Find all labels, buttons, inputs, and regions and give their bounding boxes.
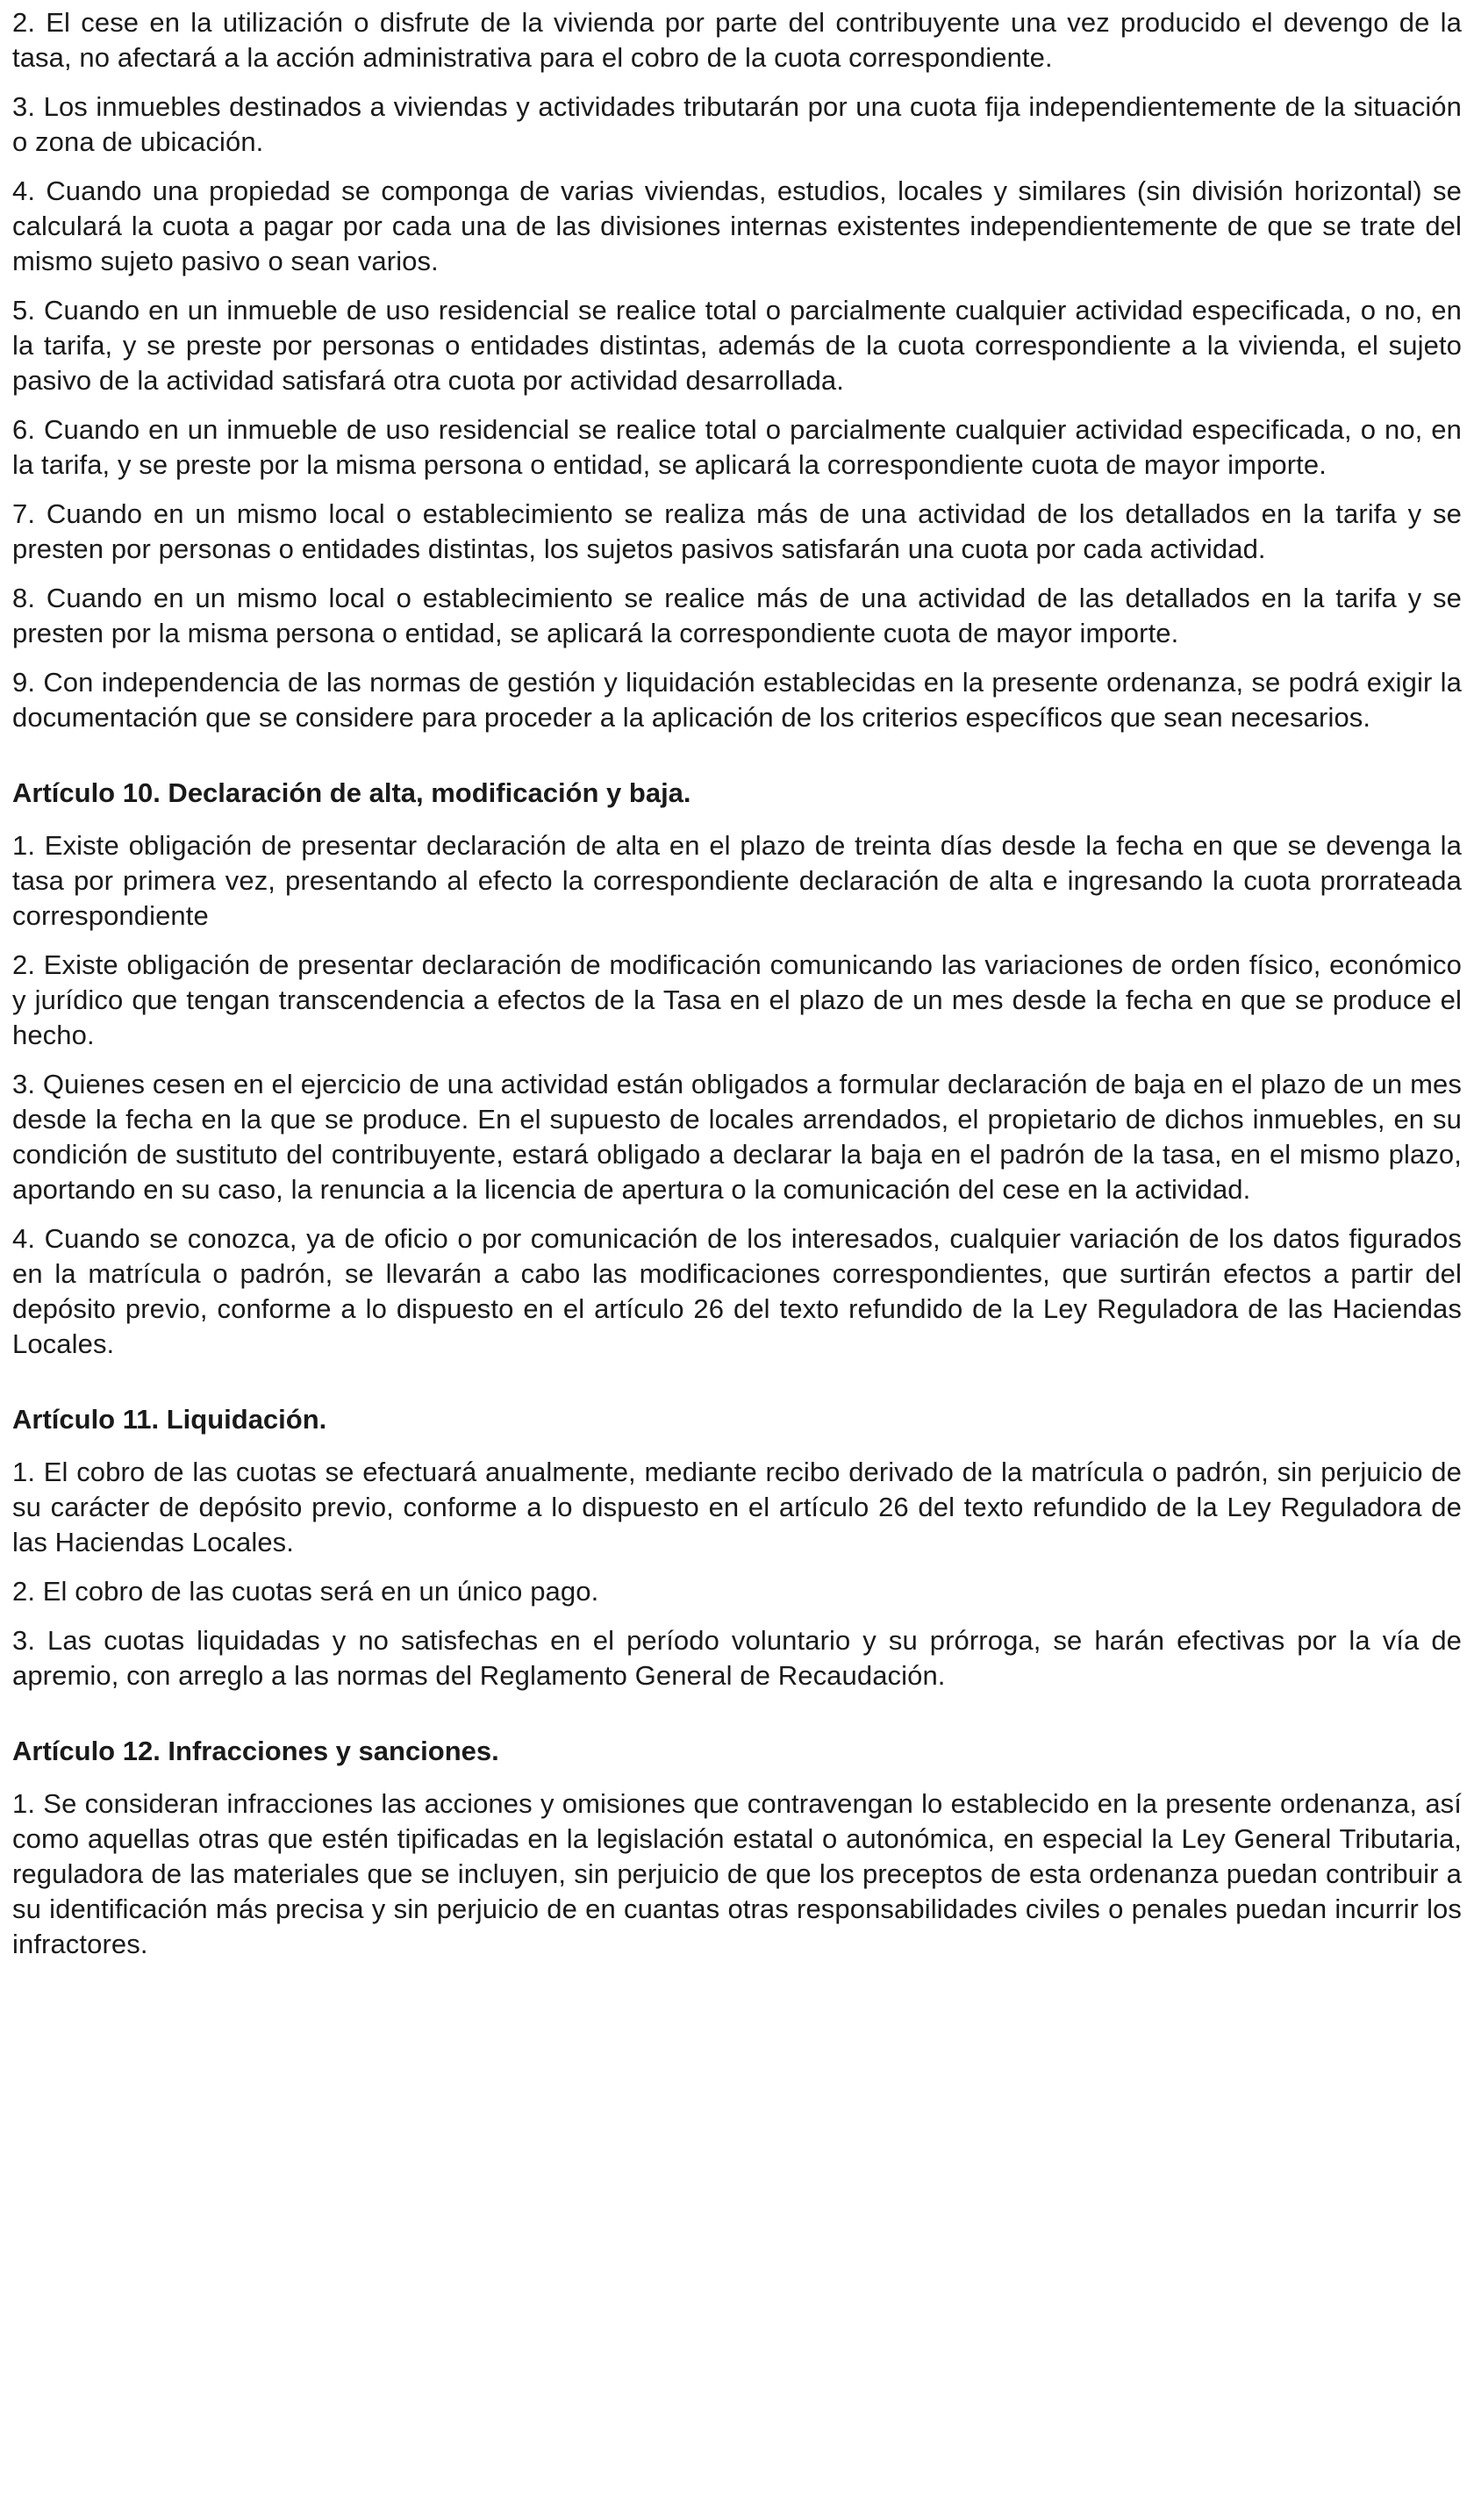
article-11-paragraph-3: 3. Las cuotas liquidadas y no satisfechas en el período voluntario y su prórroga, se harán efectivas por la vía de apremio, con arreglo a las normas del Reglamento General de Recaudación. bbox=[12, 1625, 1462, 1691]
article-12-paragraph-1: 1. Se consideran infracciones las acciones y omisiones que contravengan lo establecido en la presente ordenanza, así como aquellas otras que estén tipificadas en la legislación estatal o autonómica, en especial la Ley General Tributaria, reguladora de las materiales que se incluyen, sin perjuicio de que los preceptos de esta ordenanza puedan contribuir a su identificación más precisa y sin perjuicio de en cuantas otras responsabilidades civiles o penales puedan incurrir los infractores. bbox=[12, 1788, 1462, 1959]
intro-section bbox=[12, 5, 1462, 735]
article-10-paragraph-4: 4. Cuando se conozca, ya de oficio o por comunicación de los interesados, cualquier variación de los datos figurados en la matrícula o padrón, se llevarán a cabo las modificaciones correspondientes, que surtirán efectos a partir del depósito previo, conforme a lo dispuesto en el artículo 26 del texto refundido de la Ley Reguladora de las Haciendas Locales. bbox=[12, 1223, 1462, 1359]
paragraph-9: 9. Con independencia de las normas de gestión y liquidación establecidas en la presente ordenanza, se podrá exigir la documentación que se considere para proceder a la aplicación de los criterios específicos que sean necesarios. bbox=[12, 667, 1462, 733]
paragraph-6: 6. Cuando en un inmueble de uso residencial se realice total o parcialmente cualquier actividad especificada, o no, en la tarifa, y se preste por la misma persona o entidad, se aplicará la correspondiente cuota de mayor importe. bbox=[12, 414, 1462, 480]
article-10-section bbox=[12, 776, 1462, 1362]
paragraph-5: 5. Cuando en un inmueble de uso residencial se realice total o parcialmente cualquier actividad especificada, o no, en la tarifa, y se preste por personas o entidades distintas, además de la cuota correspondiente a la vivienda, el sujeto pasivo de la actividad satisfará otra cuota por actividad desarrollada. bbox=[12, 295, 1462, 396]
article-10-paragraph-2: 2. Existe obligación de presentar declaración de modificación comunicando las variaciones de orden físico, económico y jurídico que tengan transcendencia a efectos de la Tasa en el plazo de un mes desde la fecha en que se produce el hecho. bbox=[12, 949, 1462, 1050]
paragraph-8: 8. Cuando en un mismo local o establecimiento se realice más de una actividad de las detallados en la tarifa y se presten por la misma persona o entidad, se aplicará la correspondiente cuota de mayor importe. bbox=[12, 583, 1462, 648]
article-11-paragraph-2: 2. El cobro de las cuotas será en un único pago. bbox=[12, 1576, 599, 1607]
article-10-paragraph-1: 1. Existe obligación de presentar declaración de alta en el plazo de treinta días desde la fecha en que se devenga la tasa por primera vez, presentando al efecto la correspondiente declaración de alta e ingresando la cuota prorrateada correspondiente bbox=[12, 830, 1462, 931]
paragraph-7: 7. Cuando en un mismo local o establecimiento se realiza más de una actividad de los detallados en la tarifa y se presten por personas o entidades distintas, los sujetos pasivos satisfarán una cuota por cada actividad. bbox=[12, 498, 1462, 564]
article-12-section bbox=[12, 1734, 1462, 1962]
article-11-heading: Artículo 11. Liquidación. bbox=[12, 1404, 327, 1435]
paragraph-3: 3. Los inmuebles destinados a viviendas y actividades tributarán por una cuota fija independientemente de la situación o zona de ubicación. bbox=[12, 91, 1462, 157]
article-11-paragraph-1: 1. El cobro de las cuotas se efectuará anualmente, mediante recibo derivado de la matrícula o padrón, sin perjuicio de su carácter de depósito previo, conforme a lo dispuesto en el artículo 26 del texto refundido de la Ley Reguladora de las Haciendas Locales. bbox=[12, 1457, 1462, 1557]
article-10-paragraph-3: 3. Quienes cesen en el ejercicio de una actividad están obligados a formular declaración de baja en el plazo de un mes desde la fecha en la que se produce. En el supuesto de locales arrendados, el propietario de dichos inmuebles, en su condición de sustituto del contribuyente, estará obligado a declarar la baja en el padrón de la tasa, en el mismo plazo, aportando en su caso, la renuncia a la licencia de apertura o la comunicación del cese en la actividad. bbox=[12, 1069, 1462, 1205]
paragraph-2: 2. El cese en la utilización o disfrute de la vivienda por parte del contribuyente una vez producido el devengo de la tasa, no afectará a la acción administrativa para el cobro de la cuota correspondiente. bbox=[12, 7, 1462, 73]
paragraph-4: 4. Cuando una propiedad se componga de varias viviendas, estudios, locales y similares (sin división horizontal) se calculará la cuota a pagar por cada una de las divisiones internas existentes independientemente de que se trate del mismo sujeto pasivo o sean varios. bbox=[12, 175, 1462, 276]
article-11-section bbox=[12, 1402, 1462, 1693]
article-12-heading: Artículo 12. Infracciones y sanciones. bbox=[12, 1736, 499, 1766]
article-10-heading: Artículo 10. Declaración de alta, modificación y baja. bbox=[12, 777, 691, 808]
